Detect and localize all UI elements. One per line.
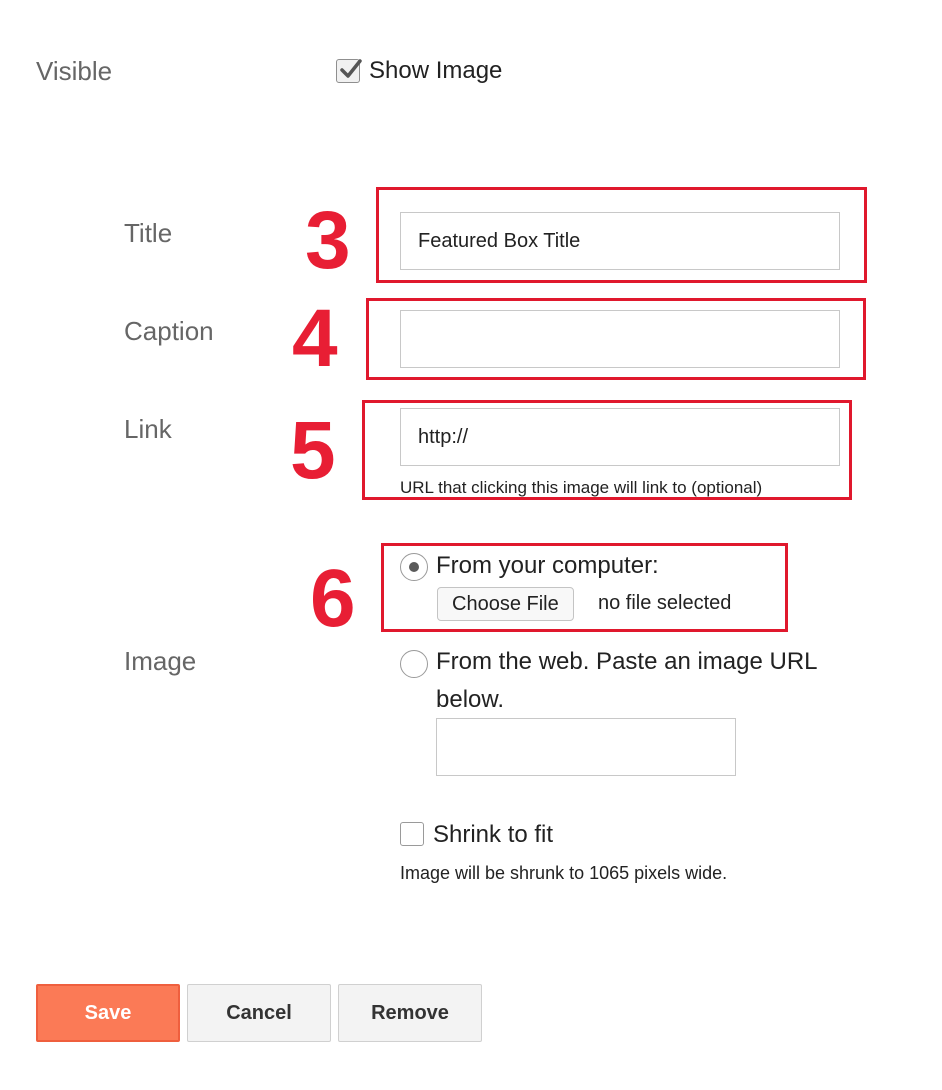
from-web-label-line1[interactable]: From the web. Paste an image URL [436,648,818,675]
title-label: Title [124,218,173,248]
annotation-number-4: 4 [292,293,338,384]
from-computer-radio[interactable] [400,553,428,581]
link-help-text: URL that clicking this image will link to (optional) [400,478,763,497]
link-label: Link [124,414,172,444]
radio-selected-dot [409,562,419,572]
checkmark-icon [337,56,365,84]
link-input[interactable] [400,408,840,466]
shrink-to-fit-label[interactable]: Shrink to fit [433,821,554,848]
title-input[interactable] [400,212,840,270]
save-button[interactable]: Save [36,984,180,1042]
caption-label: Caption [124,316,214,346]
from-computer-label[interactable]: From your computer: [436,552,659,579]
from-web-label-line2[interactable]: below. [436,686,505,713]
annotation-number-5: 5 [290,405,336,496]
image-label: Image [124,646,197,676]
caption-input[interactable] [400,310,840,368]
remove-button[interactable]: Remove [338,984,482,1042]
show-image-label[interactable]: Show Image [369,57,503,84]
visible-label: Visible [36,56,113,86]
annotation-number-6: 6 [310,553,356,644]
show-image-checkbox[interactable] [336,59,360,83]
annotation-number-3: 3 [305,195,351,286]
shrink-help-text: Image will be shrunk to 1065 pixels wide. [400,863,728,883]
cancel-button[interactable]: Cancel [187,984,331,1042]
web-url-input[interactable] [436,718,736,776]
file-status-text: no file selected [598,592,732,614]
shrink-to-fit-checkbox[interactable] [400,822,424,846]
choose-file-button[interactable]: Choose File [437,587,574,621]
from-web-radio[interactable] [400,650,428,678]
